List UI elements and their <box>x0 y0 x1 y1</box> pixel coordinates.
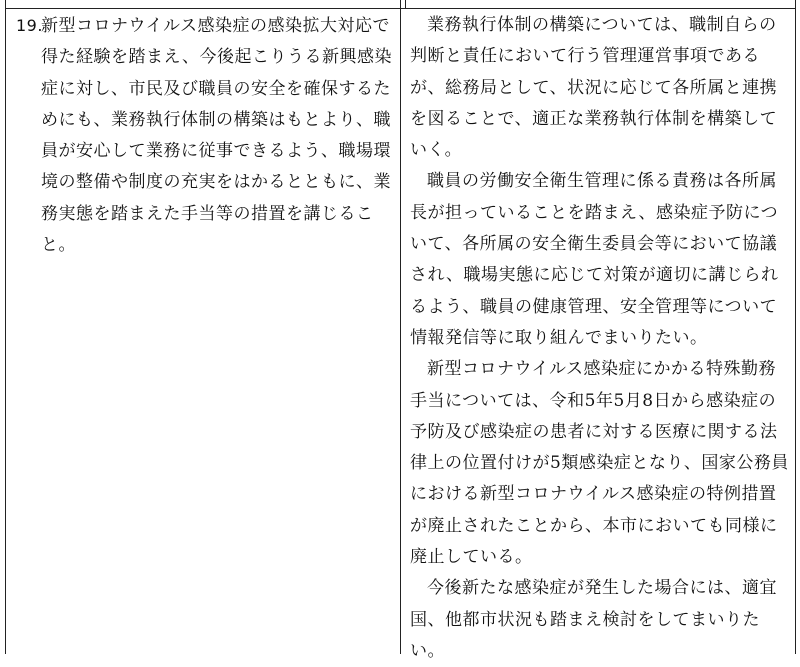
column-divider <box>400 0 401 654</box>
request-number: 19. <box>16 16 43 35</box>
response-paragraph: 今後新たな感染症が発生した場合には、適宜国、他都市状況も踏まえ検討をしてまいりたい。 <box>410 578 777 661</box>
response-paragraph: 職員の労働安全衛生管理に係る責務は各所属長が担っていることを踏まえ、感染症予防について、各所属の安全衛生委員会等において協議され、職場実態に応じて対策が適切に講じられるよう、職員の健康管理、安全管理等について情報発信等に取り組んでまいりたい。 <box>410 171 779 348</box>
response-cell <box>410 10 790 667</box>
response-paragraph: 業務執行体制の構築については、職制自らの判断と責任において行う管理運営事項であるが、総務局として、状況に応じて各所属と連携を図ることで、適正な業務執行体制を構築していく。 <box>410 15 778 161</box>
request-item <box>16 10 396 261</box>
request-text: 新型コロナウイルス感染症の感染拡大対応で得た経験を踏まえ、今後起こりうる新興感染症に対し、市民及び職員の安全を確保するためにも、業務執行体制の構築はもとより、職員が安心して業務に従事できるよう、職場環境の整備や制度の充実をはかるとともに、業務実態を踏まえた手当等の措置を講じること。 <box>41 16 393 256</box>
column-divider-tick <box>405 0 406 8</box>
request-cell <box>16 10 396 261</box>
response-paragraph: 新型コロナウイルス感染症にかかる特殊勤務手当については、令和5年5月8日から感染症の予防及び感染症の患者に対する医療に関する法律上の位置付けが5類感染症となり、国家公務員における新型コロナウイルス感染症の特例措置が廃止されたことから、本市においても同様に廃止している。 <box>410 359 789 568</box>
